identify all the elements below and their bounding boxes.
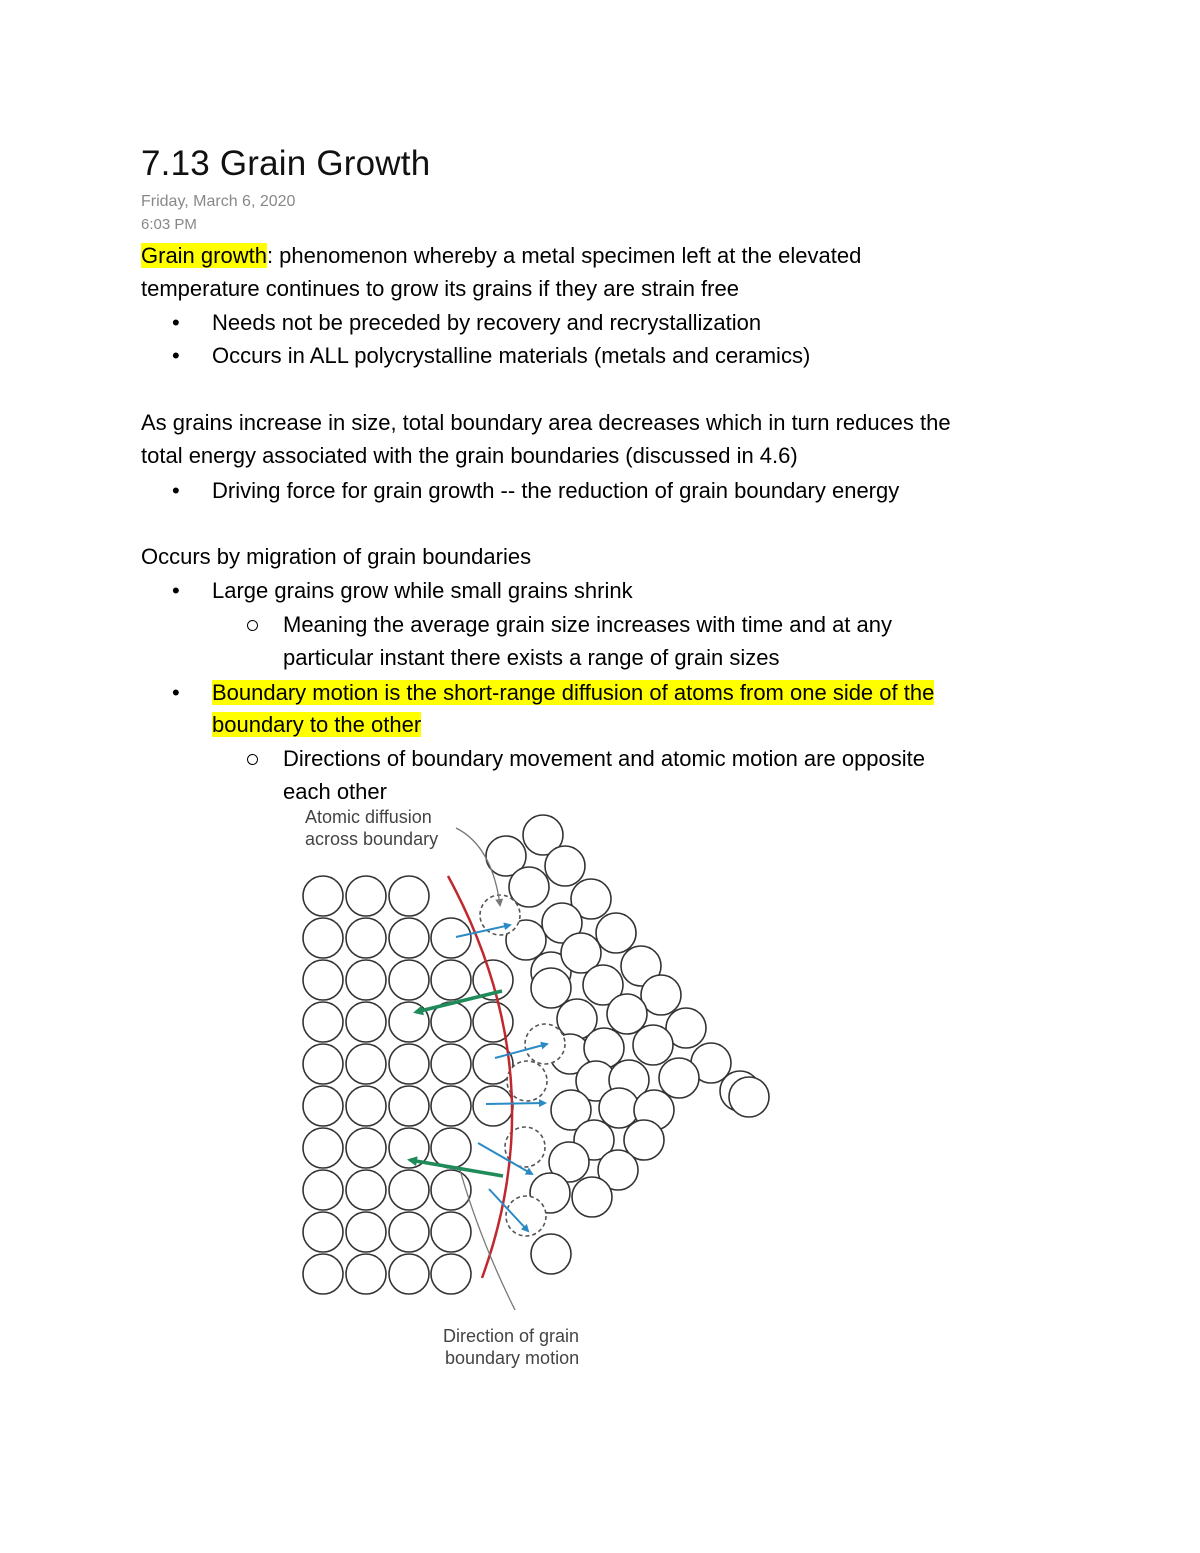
figure-label-atomic-diffusion-cont: across boundary bbox=[305, 829, 439, 849]
atom-circle bbox=[431, 1044, 471, 1084]
vacated-site-circle bbox=[507, 1061, 547, 1101]
sub-bullet-item-cont: particular instant there exists a range of grain sizes bbox=[283, 645, 780, 670]
atom-circle bbox=[473, 1086, 513, 1126]
atom-circle bbox=[431, 1212, 471, 1252]
sub-bullet-item: Directions of boundary movement and atomic motion are opposite bbox=[283, 746, 926, 771]
atom-circle bbox=[659, 1058, 699, 1098]
atom-circle bbox=[346, 1170, 386, 1210]
highlighted-text: Boundary motion is the short-range diffusion of atoms from one side of the bbox=[212, 680, 935, 705]
highlighted-bullet-item bbox=[212, 678, 934, 708]
atom-circle bbox=[729, 1077, 769, 1117]
atom-circle bbox=[346, 918, 386, 958]
atomic-motion-arrow bbox=[486, 1103, 545, 1104]
atom-circle bbox=[599, 1088, 639, 1128]
figure-label-boundary-motion: Direction of grain bbox=[443, 1326, 580, 1346]
paragraph-heading: Occurs by migration of grain boundaries bbox=[141, 544, 532, 569]
bullet-item: Driving force for grain growth -- the reduction of grain boundary energy bbox=[212, 478, 900, 503]
bullet-dot-icon: • bbox=[172, 478, 180, 503]
left-grain-atoms bbox=[303, 876, 513, 1294]
definition-text: : phenomenon whereby a metal specimen left at the elevated bbox=[266, 243, 862, 268]
atom-circle bbox=[303, 1086, 343, 1126]
atom-circle bbox=[389, 1044, 429, 1084]
atom-circle bbox=[389, 918, 429, 958]
definition-line-1 bbox=[141, 241, 861, 271]
atom-circle bbox=[346, 1086, 386, 1126]
atom-circle bbox=[303, 876, 343, 916]
figure-label-atomic-diffusion: Atomic diffusion bbox=[305, 807, 432, 827]
sub-bullet-item: Meaning the average grain size increases with time and at any bbox=[283, 612, 893, 637]
bullet-dot-icon: • bbox=[172, 680, 180, 705]
atom-circle bbox=[303, 1170, 343, 1210]
atom-circle bbox=[389, 876, 429, 916]
paragraph-line: total energy associated with the grain boundaries (discussed in 4.6) bbox=[141, 443, 798, 468]
atom-circle bbox=[303, 1044, 343, 1084]
definition-line-2: temperature continues to grow its grains if they are strain free bbox=[141, 276, 739, 301]
atom-circle bbox=[607, 994, 647, 1034]
atom-circle bbox=[431, 960, 471, 1000]
atom-circle bbox=[431, 1128, 471, 1168]
bullet-item: Needs not be preceded by recovery and recrystallization bbox=[212, 310, 762, 335]
bullet-dot-icon: • bbox=[172, 310, 180, 335]
atom-circle bbox=[596, 913, 636, 953]
sub-bullet-item-cont: each other bbox=[283, 779, 387, 804]
atom-circle bbox=[346, 1044, 386, 1084]
atom-circle bbox=[303, 1254, 343, 1294]
sub-bullet-circle-icon bbox=[247, 620, 258, 631]
atom-circle bbox=[473, 1002, 513, 1042]
atom-circle bbox=[509, 867, 549, 907]
atom-circle bbox=[531, 1234, 571, 1274]
atom-circle bbox=[303, 1002, 343, 1042]
highlighted-bullet-item-cont bbox=[212, 710, 421, 740]
atom-circle bbox=[431, 1086, 471, 1126]
bullet-item: Occurs in ALL polycrystalline materials (metals and ceramics) bbox=[212, 343, 811, 368]
atom-circle bbox=[431, 1254, 471, 1294]
atom-circle bbox=[389, 1086, 429, 1126]
highlighted-term: Grain growth bbox=[141, 243, 267, 268]
atom-circle bbox=[346, 876, 386, 916]
page-title: 7.13 Grain Growth bbox=[141, 144, 431, 183]
atom-circle bbox=[572, 1177, 612, 1217]
atom-circle bbox=[303, 1212, 343, 1252]
atom-circle bbox=[346, 1254, 386, 1294]
atom-circle bbox=[431, 1170, 471, 1210]
atom-circle bbox=[389, 960, 429, 1000]
atom-circle bbox=[303, 1128, 343, 1168]
figure-label-boundary-motion-cont: boundary motion bbox=[445, 1348, 580, 1368]
grain-boundary-diagram bbox=[290, 800, 790, 1310]
atom-circle bbox=[346, 1128, 386, 1168]
atom-circle bbox=[531, 968, 571, 1008]
bullet-dot-icon: • bbox=[172, 578, 180, 603]
note-date: Friday, March 6, 2020 bbox=[141, 193, 296, 210]
atom-circle bbox=[389, 1170, 429, 1210]
bullet-item: Large grains grow while small grains shrink bbox=[212, 578, 633, 603]
atom-circle bbox=[346, 1212, 386, 1252]
note-time: 6:03 PM bbox=[141, 216, 197, 233]
paragraph-line: As grains increase in size, total boundary area decreases which in turn reduces the bbox=[141, 410, 951, 435]
atom-circle bbox=[633, 1025, 673, 1065]
highlighted-text: boundary to the other bbox=[212, 712, 422, 737]
atom-circle bbox=[346, 1002, 386, 1042]
atom-circle bbox=[303, 960, 343, 1000]
sub-bullet-circle-icon bbox=[247, 754, 258, 765]
atom-circle bbox=[545, 846, 585, 886]
atom-circle bbox=[303, 918, 343, 958]
atom-circle bbox=[431, 918, 471, 958]
atom-circle bbox=[389, 1254, 429, 1294]
atom-circle bbox=[346, 960, 386, 1000]
atom-circle bbox=[389, 1212, 429, 1252]
bullet-dot-icon: • bbox=[172, 343, 180, 368]
atom-circle bbox=[389, 1002, 429, 1042]
